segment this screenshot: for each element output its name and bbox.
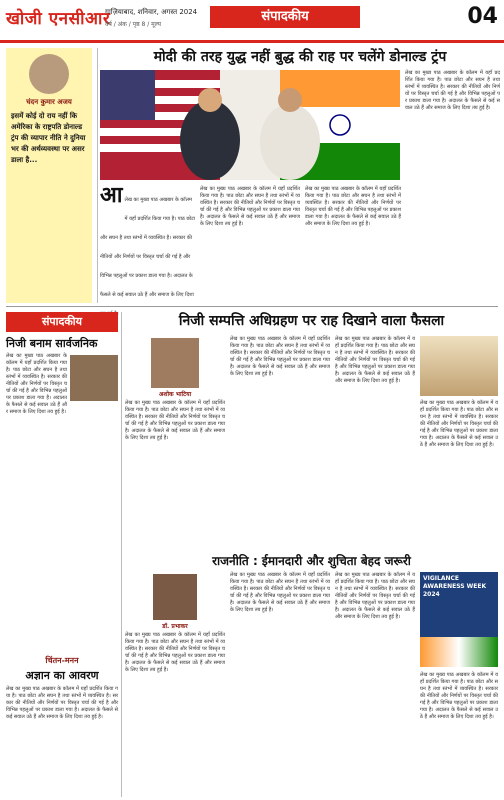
politics-headline: राजनीति : ईमानदारी और शुचिता बेहद जरूरी <box>212 554 411 568</box>
section-tab: संपादकीय <box>210 6 360 28</box>
page-header <box>0 0 504 43</box>
editorial-body: लेख का मुख्य पाठ अखबार के कॉलम में यहाँ प्रदर्शित किया गया है। पाठ छोटा और सघन है तथा स्तंभों में व्यवस्थित है। सरकार की नीतियों और निर्णयों पर विस्तृत चर्चा की गई है और विभिन्न पहलुओं पर प्रकाश डाला गया है। अदालत के फैसले से कई सवाल उठे हैं और समाज के लिए दिशा तय हुई है। <box>6 353 67 415</box>
main-headline: मोदी की तरह युद्ध नहीं बुद्ध की राह पर चलेंगे डोनाल्ड ट्रंप <box>153 49 447 65</box>
lead-photo <box>100 70 400 180</box>
page-number: 04 <box>467 4 498 29</box>
column-rule <box>97 48 98 303</box>
article-text-1: लेख का मुख्य पाठ अखबार के कॉलम में यहाँ प्रदर्शित किया गया है। पाठ छोटा और सघन है तथा स्तंभों में व्यवस्थित है। सरकार की नीतियों और निर्णयों पर विस्तृत चर्चा की गई है और विभिन्न पहलुओं पर प्रकाश डाला गया है। अदालत के फैसले से कई सवाल उठे हैं और समाज के लिए दिशा <box>100 197 196 298</box>
politics-column-1 <box>125 572 225 797</box>
reflection-box <box>6 655 118 795</box>
politics-column-4: लेख का मुख्य पाठ अखबार के कॉलम में यहाँ प्रदर्शित किया गया है। पाठ छोटा और सघन है तथा स्तंभों में व्यवस्थित है। सरकार की नीतियों और निर्णयों पर विस्तृत चर्चा की गई है और विभिन्न पहलुओं पर प्रकाश डाला गया है। अदालत के फैसले से कई सवाल उठे हैं और समाज के लिए दिशा तय हुई है। <box>420 672 498 720</box>
author-box <box>6 48 92 303</box>
editorial-text <box>6 353 118 416</box>
article-column-1 <box>100 183 196 302</box>
tricolor-band <box>420 637 498 667</box>
lower-author-photo <box>151 338 199 388</box>
politics-author-name: डॉ. प्रभाकर <box>162 623 188 630</box>
editorial-tab: संपादकीय <box>6 312 118 332</box>
politics-author-photo <box>153 574 197 620</box>
article-column-right: लेख का मुख्य पाठ अखबार के कॉलम में यहाँ प्रदर्शित किया गया है। पाठ छोटा और सघन है तथा स्तंभों में व्यवस्थित है। सरकार की नीतियों और निर्णयों पर विस्तृत चर्चा की गई है और विभिन्न पहलुओं पर प्रकाश डाला गया है। अदालत के फैसले से कई सवाल उठे हैं और समाज के लिए दिशा तय हुई है। <box>405 70 500 111</box>
editorial-title: निजी बनाम सार्वजनिक <box>6 337 98 350</box>
reflection-text: लेख का मुख्य पाठ अखबार के कॉलम में यहाँ प्रदर्शित किया गया है। पाठ छोटा और सघन है तथा स्तंभों में व्यवस्थित है। सरकार की नीतियों और निर्णयों पर विस्तृत चर्चा की गई है और विभिन्न पहलुओं पर प्रकाश डाला गया है। अदालत के फैसले से कई सवाल उठे हैं और समाज के लिए दिशा तय हुई है। <box>6 686 118 720</box>
reflection-title: अज्ञान का आवरण <box>25 669 99 682</box>
flag-graphic <box>100 70 400 180</box>
article-column-2: लेख का मुख्य पाठ अखबार के कॉलम में यहाँ प्रदर्शित किया गया है। पाठ छोटा और सघन है तथा स्तंभों में व्यवस्थित है। सरकार की नीतियों और निर्णयों पर विस्तृत चर्चा की गई है और विभिन्न पहलुओं पर प्रकाश डाला गया है। अदालत के फैसले से कई सवाल उठे हैं और समाज के लिए दिशा तय हुई है। <box>200 186 300 227</box>
column-rule <box>121 312 122 797</box>
supreme-court-photo <box>420 336 498 396</box>
lower-text-1: लेख का मुख्य पाठ अखबार के कॉलम में यहाँ प्रदर्शित किया गया है। पाठ छोटा और सघन है तथा स्तंभों में व्यवस्थित है। सरकार की नीतियों और निर्णयों पर विस्तृत चर्चा की गई है और विभिन्न पहलुओं पर प्रकाश डाला गया है। अदालत के फैसले से कई सवाल उठे हैं और समाज के लिए दिशा तय हुई है। <box>125 400 225 441</box>
politics-column-2: लेख का मुख्य पाठ अखबार के कॉलम में यहाँ प्रदर्शित किया गया है। पाठ छोटा और सघन है तथा स्तंभों में व्यवस्थित है। सरकार की नीतियों और निर्णयों पर विस्तृत चर्चा की गई है और विभिन्न पहलुओं पर प्रकाश डाला गया है। अदालत के फैसले से कई सवाल उठे हैं और समाज के लिए दिशा तय हुई है। <box>230 572 330 613</box>
vigilance-ad <box>420 572 498 667</box>
author-photo <box>29 54 69 94</box>
masthead: खोजी एनसीआर <box>6 9 111 29</box>
politics-text-1: लेख का मुख्य पाठ अखबार के कॉलम में यहाँ प्रदर्शित किया गया है। पाठ छोटा और सघन है तथा स्तंभों में व्यवस्थित है। सरकार की नीतियों और निर्णयों पर विस्तृत चर्चा की गई है और विभिन्न पहलुओं पर प्रकाश डाला गया है। अदालत के फैसले से कई सवाल उठे हैं और समाज के लिए दिशा तय हुई है। <box>125 632 225 673</box>
author-name: चंदन कुमार अजय <box>26 98 72 106</box>
date-line: गाज़ियाबाद, शनिवार, अगस्त 2024 <box>105 8 198 16</box>
vigilance-title: VIGILANCE AWARENESS WEEK 2024 <box>423 575 487 598</box>
lower-headline: निजी सम्पत्ति अधिग्रहण पर राह दिखाने वाला फैसला <box>178 313 445 329</box>
dropcap: आ <box>100 183 123 208</box>
lower-column-2: लेख का मुख्य पाठ अखबार के कॉलम में यहाँ प्रदर्शित किया गया है। पाठ छोटा और सघन है तथा स्तंभों में व्यवस्थित है। सरकार की नीतियों और निर्णयों पर विस्तृत चर्चा की गई है और विभिन्न पहलुओं पर प्रकाश डाला गया है। अदालत के फैसले से कई सवाल उठे हैं और समाज के लिए दिशा तय हुई है। <box>230 336 330 377</box>
court-photo <box>70 355 118 401</box>
sub-line: वर्ष / अंक / पृष्ठ 8 / मूल्य <box>105 21 161 28</box>
lower-column-4: लेख का मुख्य पाठ अखबार के कॉलम में यहाँ प्रदर्शित किया गया है। पाठ छोटा और सघन है तथा स्तंभों में व्यवस्थित है। सरकार की नीतियों और निर्णयों पर विस्तृत चर्चा की गई है और विभिन्न पहलुओं पर प्रकाश डाला गया है। अदालत के फैसले से कई सवाल उठे हैं और समाज के लिए दिशा तय हुई है। <box>420 400 498 448</box>
lower-column-1 <box>125 336 225 546</box>
article-column-3: लेख का मुख्य पाठ अखबार के कॉलम में यहाँ प्रदर्शित किया गया है। पाठ छोटा और सघन है तथा स्तंभों में व्यवस्थित है। सरकार की नीतियों और निर्णयों पर विस्तृत चर्चा की गई है और विभिन्न पहलुओं पर प्रकाश डाला गया है। अदालत के फैसले से कई सवाल उठे हैं और समाज के लिए दिशा तय हुई है। <box>305 186 401 227</box>
editorial-box <box>6 312 118 652</box>
lower-column-3: लेख का मुख्य पाठ अखबार के कॉलम में यहाँ प्रदर्शित किया गया है। पाठ छोटा और सघन है तथा स्तंभों में व्यवस्थित है। सरकार की नीतियों और निर्णयों पर विस्तृत चर्चा की गई है और विभिन्न पहलुओं पर प्रकाश डाला गया है। अदालत के फैसले से कई सवाल उठे हैं और समाज के लिए दिशा तय हुई है। <box>335 336 415 384</box>
pullquote: इसमें कोई दो राय नहीं कि अमेरिका के राष्ट्रपति डोनाल्ड ट्रंप की व्यापार नीति ने दुनिया भर की अर्थव्यवस्था पर असर डाला है... <box>11 112 86 164</box>
politics-column-3: लेख का मुख्य पाठ अखबार के कॉलम में यहाँ प्रदर्शित किया गया है। पाठ छोटा और सघन है तथा स्तंभों में व्यवस्थित है। सरकार की नीतियों और निर्णयों पर विस्तृत चर्चा की गई है और विभिन्न पहलुओं पर प्रकाश डाला गया है। अदालत के फैसले से कई सवाल उठे हैं और समाज के लिए दिशा तय हुई है। <box>335 572 415 620</box>
reflection-tab: चिंतन-मनन <box>45 656 79 665</box>
lower-author-name: अशोक भाटिया <box>158 391 192 398</box>
section-divider <box>6 306 498 307</box>
